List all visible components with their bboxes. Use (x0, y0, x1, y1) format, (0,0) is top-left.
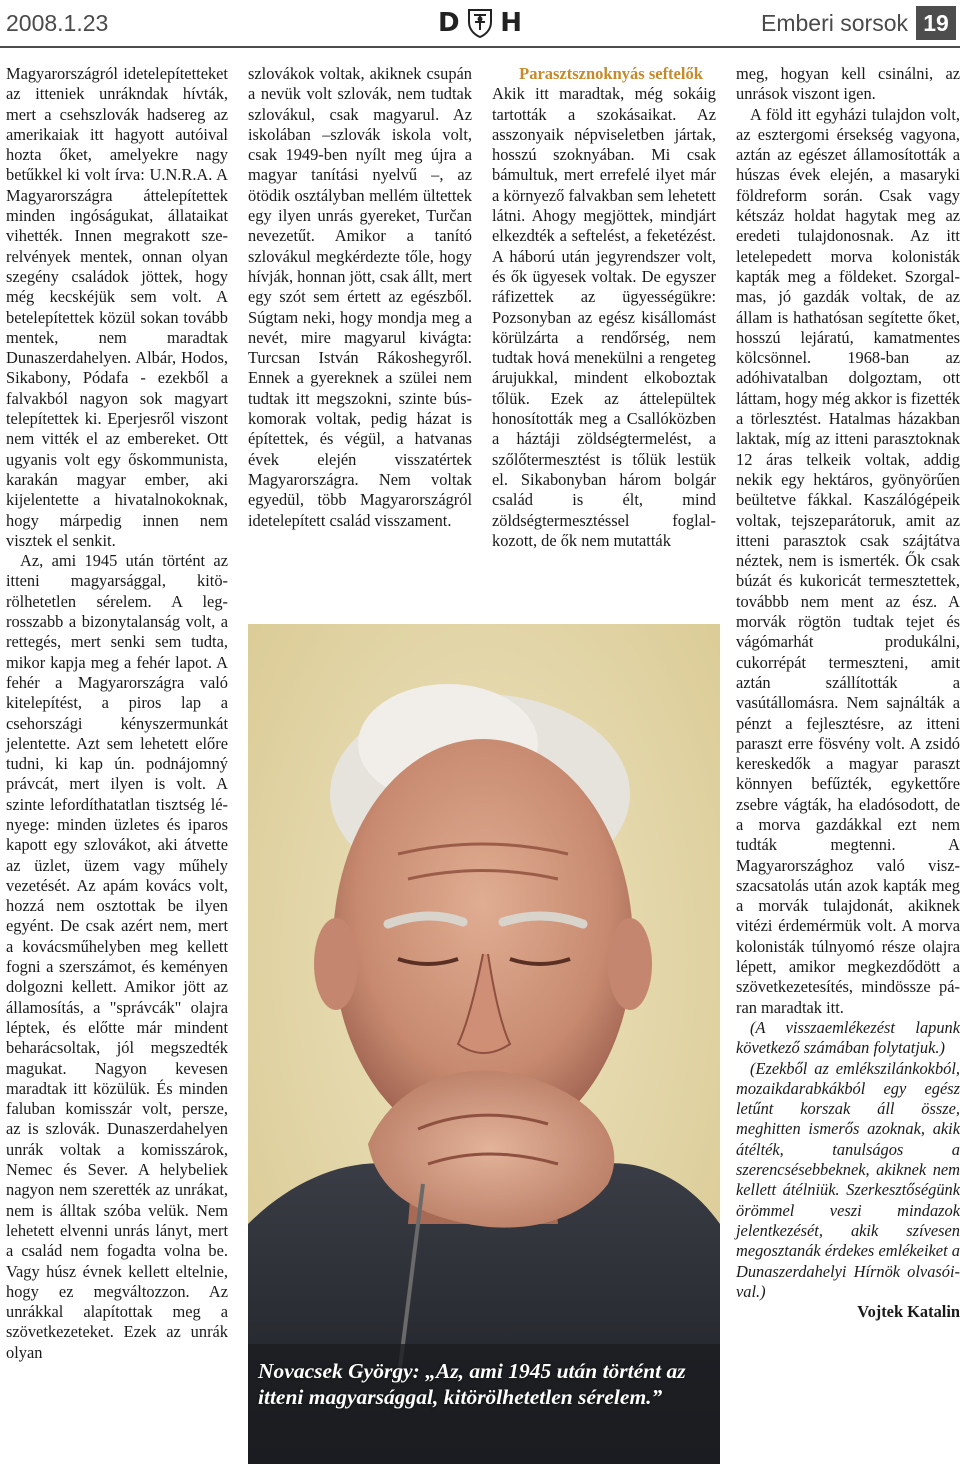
paragraph: szlovákok voltak, akiknek csupán a nevük volt szlovák, nem tudtak szlovákul, csak magyarul. Az iskolában –szlovák iskola volt, csak 1949-ben nyílt meg újra a magyar tanítási nyelvű –, az ötödik osztályban mellém ültettek egy ilyen unrás gyereket, Turčan nevezetűt. Amikor a tanító szlovákul megkérdezte tőle, hogy hívják, honnan jött, csak állt, mert egy szót sem értett az egészből. Súgtam neki, hogy mondja meg a nevét, mire magyarul kivágta: Turcsan István Rákoshegyről. Ennek a gyereknek a szülei nem tudtak itt megszokni, szinte búskomorak voltak, pedig házat is építettek, és végül, a hatvanas évek elején visszatértek Magyarországra. Nem voltak egyedül, több Magyarországról idetelepített család visszament. (248, 64, 472, 530)
article-column-2 (248, 64, 472, 531)
paragraph: Az, ami 1945 után történt az itteni magyarsággal, kitörölhetetlen sérelem. A legrosszabb a bizonytalanság volt, a rettegés, mert senki sem tudta, mikor kapja meg a fehér lapot. A fehér a Magyarországra való kitelepítést, a piros lap a csehországi kényszermunkát jelentette. Azt sem lehetett előre tudni, ki kap ún. podnájomný právcát, mert ilyen is volt. A szinte lefordíthatatlan tisztség lényege: minden üzletes és iparos kapott egy szlovákot, aki átvette az üzlet, üzem vagy műhely vezetését. Az apám kovács volt, hozzá nem osztottak be ilyen egyént. De csak azért nem, mert a kovácsműhelyben meg kellett fogni a szerszámot, és keményen dolgozni kellett. Amikor jött az államosítás, a "správcák" olajra léptek, és előtte már mindent beharácsoltak, jól megszedték magukat. Nagyon kevesen maradtak itt közülük. És minden faluban komisszár volt, persze, az is szlovák. Dunaszerdahelyen unrák voltak a komisszárok, Nemec és Sever. A helybeliek nagyon nem szerették az unrákat, nem is álltak szóba velük. Nem lehetett elvenni unrás lányt, mert a család nem fogadta volna be. Vagy húsz évnek kellett eltelnie, hogy ez megváltozzon. Az unrákkal alapítottak meg a szövetkezeteket. Ezek az unrák olyan (6, 551, 228, 1362)
coat-of-arms-icon (467, 8, 493, 38)
page-header (0, 0, 960, 46)
page-number: 19 (916, 6, 956, 40)
logo-letter-h: H (500, 8, 522, 38)
article-column-4 (736, 64, 960, 1322)
article-column-1 (6, 64, 228, 1363)
paragraph: Magyarországról idetelepítetteket az itteniek unrákndak hívták, mert a csehszlovák hadsereg az amerikaiak itt hagyott autóival hozta őket, amelyekre nagy betűkkel ki volt írva: U.N.R.A. A Magyarországra áttelepítettek minden ingóságukat, állataikat vihették. Innen megrakott szerelvények mentek, onnan olyan szegény családok jöttek, hogy még kecskéjük sem volt. A betelepítettek közül sokan tovább mentek, nem maradtak Dunaszerdahelyen. Albár, Hodos, Sikabony, Pódafa - ezekből a falvakból nagyon sok magyart telepítettek ki. Eperjesről viszont nem vitték el az embereket. Ott ugyanis volt egy őskommunista, karakán magyar ember, aki kijelentette a hivatalnokoknak, hogy márpedig innen nem visztek el senkit. (6, 64, 228, 550)
author-signature: Vojtek Katalin (857, 1302, 960, 1322)
portrait-image (248, 624, 720, 1464)
article-column-3 (492, 64, 716, 551)
header-rule (0, 46, 960, 48)
paragraph: meg, hogyan kell csinálni, az unrások viszont igen. (736, 64, 960, 104)
photo-caption: Novacsek György: „Az, ami 1945 után történt az itteni magyarsággal, kitörölhetetlen sérelem.” (258, 1359, 686, 1409)
paragraph: A föld itt egyházi tulajdon volt, az esztergomi érsekség vagyona, aztán az egészet államosították a húszas évek elején, a masaryki földreform során. Csak vagy kétszáz holdat hagytak meg az eredeti tulajdonosnak. Az itt letelepedett morva kolonisták kapták meg a földeket. Szorgalmas, jó gazdák voltak, de az állam is hathatósan segítette őket, hosszú lejáratú, kamatmentes kölcsönnel. 1968-ban az adóhivatalban dolgoztam, ott láttam, hogy még akkor is fizették a törlesztést. Hatalmas házakban laktak, míg az itteni parasztoknak 12 áras telkeik voltak, addig nekik egy hektáros, gyönyörűen beültetve fákkal. Kaszálógépeik voltak, tejszeparátoruk, amit az itteni parasztok csak szájtátva néztek, nem is ismerték. Ők csak búzát és kukoricát termesztettek, továbbb nem ment az ész. A morvák rögtön tudtak tejet és vágómarhát produkálni, cukorrépát termeszteni, amit aztán szállították a vasútállomásra. Nem sajnálták a pénzt a fejlesztésre, az itteni paraszt erre fösvény volt. A zsidó kereskedők a magyar paraszt könnyen befűzték, egykettőre zsebre vágták, ha eladósodott, de a morva gazdákkal ezt nem tudták megtenni. A Magyarországhoz való viszszacsatolás után azok kapták meg a morvák tulajdonát, akiknek vitézi érdemérmük volt. A morva kolonisták túlnyomó része olajra lépett, amikor megkezdődött a szövetkezetesítés, mindössze páran maradtak itt. (736, 104, 960, 1017)
logo-letter-d: D (438, 8, 460, 38)
continuation-note: (A visszaemlékezést lapunk következő számában folytatjuk.) (736, 1017, 960, 1058)
masthead-logo (438, 8, 522, 38)
editorial-note: (Ezekből az emlékszilánkokból, mozaikdarabkákból egy egész letűnt korszak áll össze, meghitten ismerős azoknak, akik átélték, tanulságos a szerencsésebbeknek, akiknek nem kellett átélniük. Szerkesztőségünk örömmel veszi mindazok jelentkezését, akik szívesen megosztanák érdekes emlékeiket a Dunaszerdahelyi Hírnök olvasóival.) (736, 1058, 960, 1301)
portrait-photo (248, 624, 720, 1464)
section-title: Emberi sorsok (761, 10, 908, 36)
paragraph: Akik itt maradtak, még sokáig tartották a szokásaikat. Az asszonyaik népviseletben jártak, hosszú szoknyában. Mi csak bámultuk, mert errefelé ilyet már a környező falvakban sem lehetett látni. Ahogy megjöttek, mindjárt elkezdték a seftelést, a feketézést. A háború után jegyrendszer volt, és ők ügyesek voltak. De egyszer ráfizettek az ügyességükre: Pozsonyban az egész kisállomást körülzárta a rendőrség, nem tudtak hová menekülni a rengeteg árujukkal, mindent elkoboztak tőlük. Ezek az áttelepültek honosították meg a Csallóközben a háztáji zöldségtermelést, a szőlőtermesztést is tőlük lestük el. Sikabonyban három bolgár család is élt, mind zöldségtermesztéssel foglalkozott, de ők nem mutatták (492, 84, 716, 550)
subheading: Parasztsznoknyás seftelők (519, 64, 703, 83)
issue-date: 2008.1.23 (6, 10, 109, 36)
